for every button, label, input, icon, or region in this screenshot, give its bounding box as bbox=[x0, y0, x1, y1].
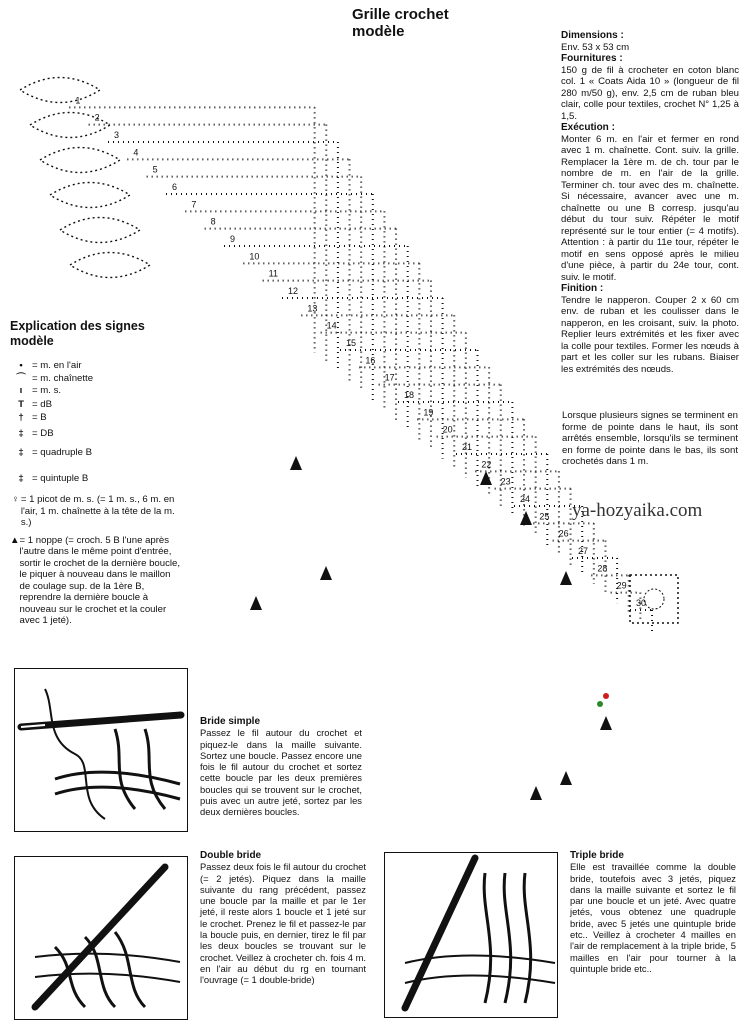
legend-list bbox=[10, 360, 180, 627]
title-line-1: Grille crochet bbox=[352, 6, 449, 23]
center-ring bbox=[644, 589, 664, 609]
popcorn-mark bbox=[290, 456, 302, 470]
bride-simple-caption bbox=[200, 716, 362, 818]
row-number: 21 bbox=[462, 442, 473, 452]
picot-loop bbox=[20, 78, 100, 106]
popcorn-icon: ▲ bbox=[10, 534, 20, 546]
row-number: 13 bbox=[307, 303, 318, 314]
picot-loop bbox=[40, 148, 120, 173]
double-bride-text: Passez deux fois le fil autour du crochet (= 2 jetés). Piquez dans la maille suivante du rang précédent, passez une boucle par la maille et par le 1er jeté, il reste alors 1 boucle et 1 jeté sur le crochet. Prenez le fil et passez-le par la boucle puis, en dernier, tirez le fil par les deux boucles se trouvant sur le crochet. Veillez à crocheter ch. fois 4 m. en l'air au début du rg en tournant l'ouvrage (= 1 double-bride) bbox=[200, 861, 366, 986]
legend-item: ‡ = quadruple B bbox=[10, 447, 180, 459]
row-number: 8 bbox=[210, 216, 216, 227]
crochet-hook-icon bbox=[385, 853, 557, 1017]
row-number: 24 bbox=[520, 494, 531, 504]
treble-icon: ‡ bbox=[18, 427, 24, 439]
legend-title-line-1: Explication des signes bbox=[10, 319, 145, 333]
half-double-icon: T bbox=[18, 398, 24, 410]
legend-title bbox=[10, 319, 145, 349]
row-number: 17 bbox=[384, 372, 395, 383]
crochet-hook-icon bbox=[15, 857, 187, 1019]
row-number: 2 bbox=[94, 112, 100, 123]
popcorn-mark bbox=[560, 571, 572, 585]
triple-bride-text: Elle est travaillée comme la double bride, toutefois avec 3 jetés, piquez dans la maille suivante et sortez le fil par une boucle et un jeté. Avec quatre jetés, vous obtenez une quadruple bride, avec 5 jetés une quintuple bride etc.. Veillez à crocheter 4 mailles en l'air de remplacement à la triple bride, 5 mailles en l'air pour tourner à la quintuple bride etc.. bbox=[570, 861, 736, 974]
double-bride-illustration bbox=[14, 856, 188, 1020]
supplies-text: 150 g de fil à crocheter en coton blanc col. 1 « Coats Aida 10 » (longueur de fil 280 m/50 g), env. 2,5 cm de ruban bleu clair, colle pour textiles, crochet N° 1,25 à 1,5. bbox=[561, 64, 739, 122]
row-number: 20 bbox=[442, 424, 453, 435]
row-number: 5 bbox=[152, 164, 158, 175]
picot-icon: ♀ bbox=[11, 494, 20, 505]
legend-item: ‡ = quintuple B bbox=[10, 473, 180, 485]
popcorn-mark bbox=[560, 771, 572, 785]
finish-heading: Finition : bbox=[561, 283, 604, 294]
row-number: 1 bbox=[75, 95, 81, 106]
legend-item: • = m. en l'air bbox=[10, 360, 180, 372]
finish-text: Tendre le napperon. Couper 2 x 60 cm env. de ruban et les coulisser dans le napperon, en les croisant, suiv. la photo. Replier leurs extrémités et les fixer avec la colle pour textiles. Former les nœuds à part et les coller sur les rubans. Biaiser les extrémités des nœuds. bbox=[561, 294, 739, 375]
popcorn-mark bbox=[320, 566, 332, 580]
row-number: 6 bbox=[172, 182, 178, 192]
row-number: 18 bbox=[404, 390, 415, 400]
picot-loop bbox=[60, 218, 140, 243]
picot-loop bbox=[70, 253, 150, 278]
picot-loop bbox=[50, 183, 130, 208]
note-text: Lorsque plusieurs signes se terminent en forme de pointe dans le haut, ils sont arrêtés ensemble, lorsqu'ils se terminent en forme de pointe dans le bas, ils sont crochetés dans 1 m. bbox=[562, 410, 738, 467]
title-line-2: modèle bbox=[352, 23, 405, 40]
dimensions-heading: Dimensions : bbox=[561, 30, 624, 41]
legend-item: T = dB bbox=[10, 399, 180, 411]
double-crochet-icon: † bbox=[18, 412, 24, 423]
row-number: 28 bbox=[597, 563, 608, 574]
row-number: 22 bbox=[481, 459, 492, 470]
green-mark bbox=[597, 701, 603, 707]
row-number: 25 bbox=[539, 511, 550, 522]
row-number: 7 bbox=[191, 199, 197, 210]
legend-item: ı = m. s. bbox=[10, 385, 180, 397]
row-number: 30 bbox=[636, 598, 647, 608]
row-number: 19 bbox=[423, 407, 434, 418]
row-number: 27 bbox=[578, 546, 589, 556]
triple-bride-caption bbox=[570, 850, 736, 974]
row-number: 16 bbox=[365, 355, 376, 366]
legend-item: ▲ = 1 noppe (= croch. 5 B l'une après l'autre dans le même point d'entrée, sortir le crochet de la dernière boucle, le piquer à nouveau dans le maillon de coulage sup. de la 1ère B, reprendre la dernière boucle à nouveau sur le crochet et la couler avec 1 jeté). bbox=[10, 534, 181, 626]
quadruple-treble-icon: ‡ bbox=[18, 447, 24, 458]
triple-bride-illustration bbox=[384, 852, 558, 1018]
watermark: ya-hozyaika.com bbox=[572, 500, 703, 521]
chain-stitch-icon: • bbox=[19, 360, 23, 371]
row-number: 15 bbox=[346, 338, 357, 348]
row-number: 23 bbox=[500, 476, 511, 487]
single-crochet-icon: ı bbox=[19, 385, 23, 396]
row-number: 3 bbox=[114, 130, 120, 140]
popcorn-mark bbox=[530, 786, 542, 800]
legend-title-line-2: modèle bbox=[10, 334, 54, 348]
triple-bride-heading: Triple bride bbox=[570, 850, 624, 861]
slip-stitch-icon: ⌒ bbox=[16, 372, 26, 384]
double-bride-caption bbox=[200, 850, 366, 986]
legend-item: ‡ = DB bbox=[10, 428, 180, 440]
execution-text: Monter 6 m. en l'air et fermer en rond avec 1 m. chaînette. Cont. suiv. la grille. Remplacer la 1ère m. de ch. tour par le nombre de m. en l'air de la grille. Terminer ch. tour avec des m. chaînette. Si nécessaire, avancer avec une m. chaînette ou une B corresp. jusqu'au début du tour suiv. Répéter le motif représenté sur le tour entier (= 4 motifs). Attention : à partir du 11e tour, répéter le motif en sens opposé après le milieu d'une pièce, à partir du 24e tour, cont. suiv. le motif. bbox=[561, 133, 739, 283]
bride-simple-heading: Bride simple bbox=[200, 716, 261, 727]
popcorn-mark bbox=[250, 596, 262, 610]
dimensions-text: Env. 53 x 53 cm bbox=[561, 41, 630, 53]
bride-simple-text: Passez le fil autour du crochet et piquez-le dans la maille suivante. Sortez une boucle. Passez encore une fois le fil autour du crochet et sortez cette boucle par les deux premières boucles qui se trouvent sur le crochet, puis avec un autre jeté, sortez par les deux dernières boucles. bbox=[200, 727, 362, 818]
bride-simple-illustration bbox=[14, 668, 188, 832]
double-bride-heading: Double bride bbox=[200, 850, 262, 861]
execution-heading: Exécution : bbox=[561, 122, 615, 133]
legend-item: ⌒ = m. chaînette bbox=[10, 373, 180, 385]
popcorn-mark bbox=[600, 716, 612, 730]
row-number: 26 bbox=[558, 528, 569, 539]
row-number: 11 bbox=[268, 268, 279, 279]
row-number: 12 bbox=[288, 286, 299, 296]
row-number: 29 bbox=[616, 580, 627, 591]
red-mark bbox=[603, 693, 609, 699]
legend-item: ♀ = 1 picot de m. s. (= 1 m. s., 6 m. en l'air, 1 m. chaînette à la tête de la m. s.) bbox=[11, 494, 175, 528]
row-number: 14 bbox=[326, 320, 337, 331]
row-number: 10 bbox=[249, 251, 260, 262]
legend-item: † = B bbox=[10, 412, 180, 424]
supplies-heading: Fournitures : bbox=[561, 53, 623, 64]
row-number: 4 bbox=[133, 147, 139, 158]
row-number: 9 bbox=[230, 234, 236, 244]
page-title bbox=[352, 6, 449, 40]
quintuple-treble-icon: ‡ bbox=[18, 472, 24, 484]
popcorn-mark bbox=[480, 471, 492, 485]
popcorn-mark bbox=[520, 511, 532, 525]
crochet-hook-icon bbox=[15, 669, 187, 831]
